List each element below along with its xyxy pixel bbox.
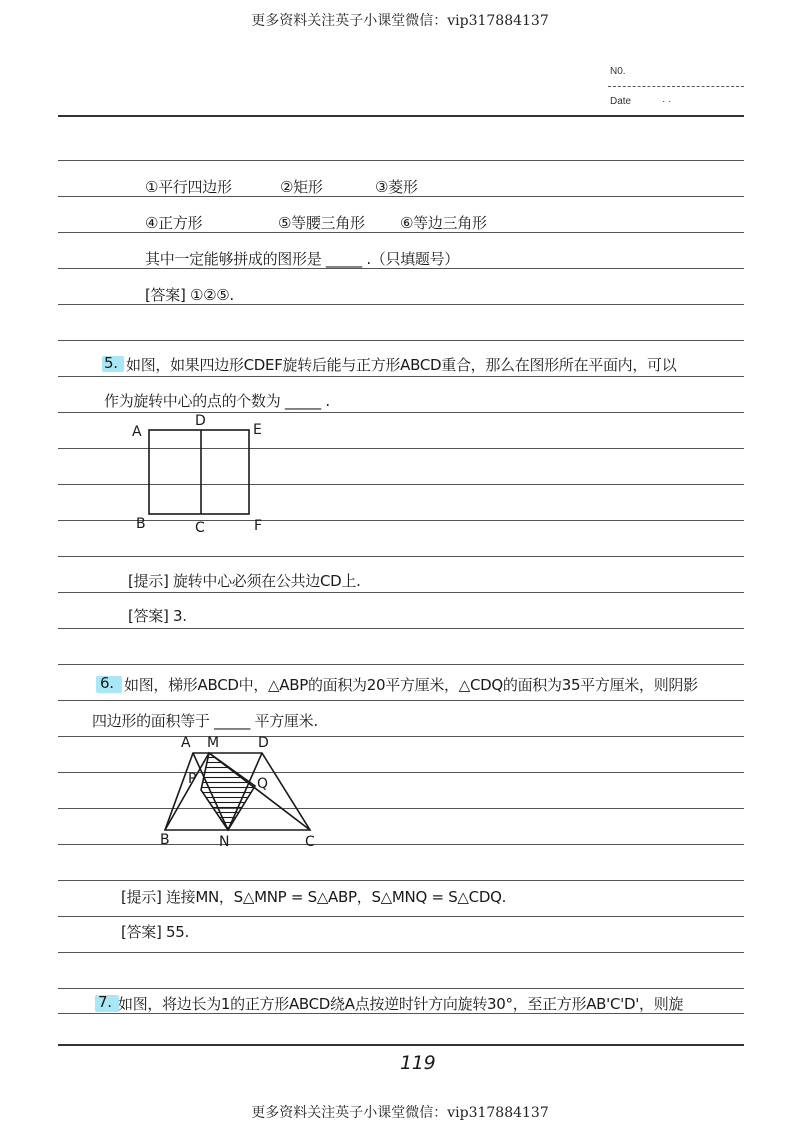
label-P: P bbox=[188, 771, 197, 787]
prev-question: 其中一定能够拼成的图形是 _____ .（只填题号） bbox=[145, 250, 460, 268]
label-D: D bbox=[195, 413, 206, 429]
option-5: ⑤等腰三角形 bbox=[278, 214, 365, 232]
label-A: A bbox=[132, 424, 142, 440]
label-B: B bbox=[160, 832, 170, 848]
problem6-line1: 如图，梯形ABCD中，△ABP的面积为20平方厘米，△CDQ的面积为35平方厘米，则阴影 bbox=[124, 676, 698, 694]
date-dots: · · bbox=[662, 96, 672, 107]
option-2: ②矩形 bbox=[280, 178, 323, 196]
problem6-answer: [答案] 55. bbox=[121, 923, 189, 941]
problem6-hint: [提示] 连接MN，S△MNP = S△ABP，S△MNQ = S△CDQ. bbox=[121, 888, 507, 906]
option-4: ④正方形 bbox=[145, 214, 203, 232]
label-E: E bbox=[253, 422, 262, 438]
problem5-line1: 如图，如果四边形CDEF旋转后能与正方形ABCD重合，那么在图形所在平面内，可以 bbox=[126, 356, 677, 374]
option-6: ⑥等边三角形 bbox=[400, 214, 487, 232]
option-3: ③菱形 bbox=[375, 178, 418, 196]
watermark-top: 更多资料关注英子小课堂微信：vip317884137 bbox=[251, 13, 549, 29]
no-label: N0. bbox=[610, 66, 626, 77]
shaded-quadrilateral bbox=[201, 753, 255, 830]
problem5-number: 5. bbox=[104, 354, 118, 372]
problem5-line2: 作为旋转中心的点的个数为 _____ . bbox=[104, 392, 330, 410]
problem7-line1: 如图，将边长为1的正方形ABCD绕A点按逆时针方向旋转30°，至正方形AB'C'D'，则旋 bbox=[118, 995, 684, 1013]
date-label: Date bbox=[610, 96, 632, 107]
option-1: ①平行四边形 bbox=[145, 178, 232, 196]
problem5-hint: [提示] 旋转中心必须在公共边CD上. bbox=[128, 572, 361, 590]
label-B: B bbox=[136, 516, 146, 532]
label-N: N bbox=[219, 834, 230, 850]
label-Q: Q bbox=[257, 776, 269, 792]
problem6-number: 6. bbox=[100, 674, 114, 692]
watermark-bottom: 更多资料关注英子小课堂微信：vip317884137 bbox=[251, 1105, 549, 1121]
label-F: F bbox=[254, 518, 263, 534]
page-number: 119 bbox=[400, 1052, 436, 1074]
problem7-number: 7. bbox=[98, 993, 112, 1011]
problem5-answer: [答案] 3. bbox=[128, 607, 187, 625]
label-C: C bbox=[305, 834, 315, 850]
problem6-line2: 四边形的面积等于 _____ 平方厘米. bbox=[92, 712, 318, 730]
prev-answer: [答案] ①②⑤. bbox=[145, 286, 234, 304]
label-C: C bbox=[195, 520, 205, 536]
label-M: M bbox=[207, 735, 220, 751]
label-D: D bbox=[258, 735, 269, 751]
label-A: A bbox=[181, 735, 191, 751]
